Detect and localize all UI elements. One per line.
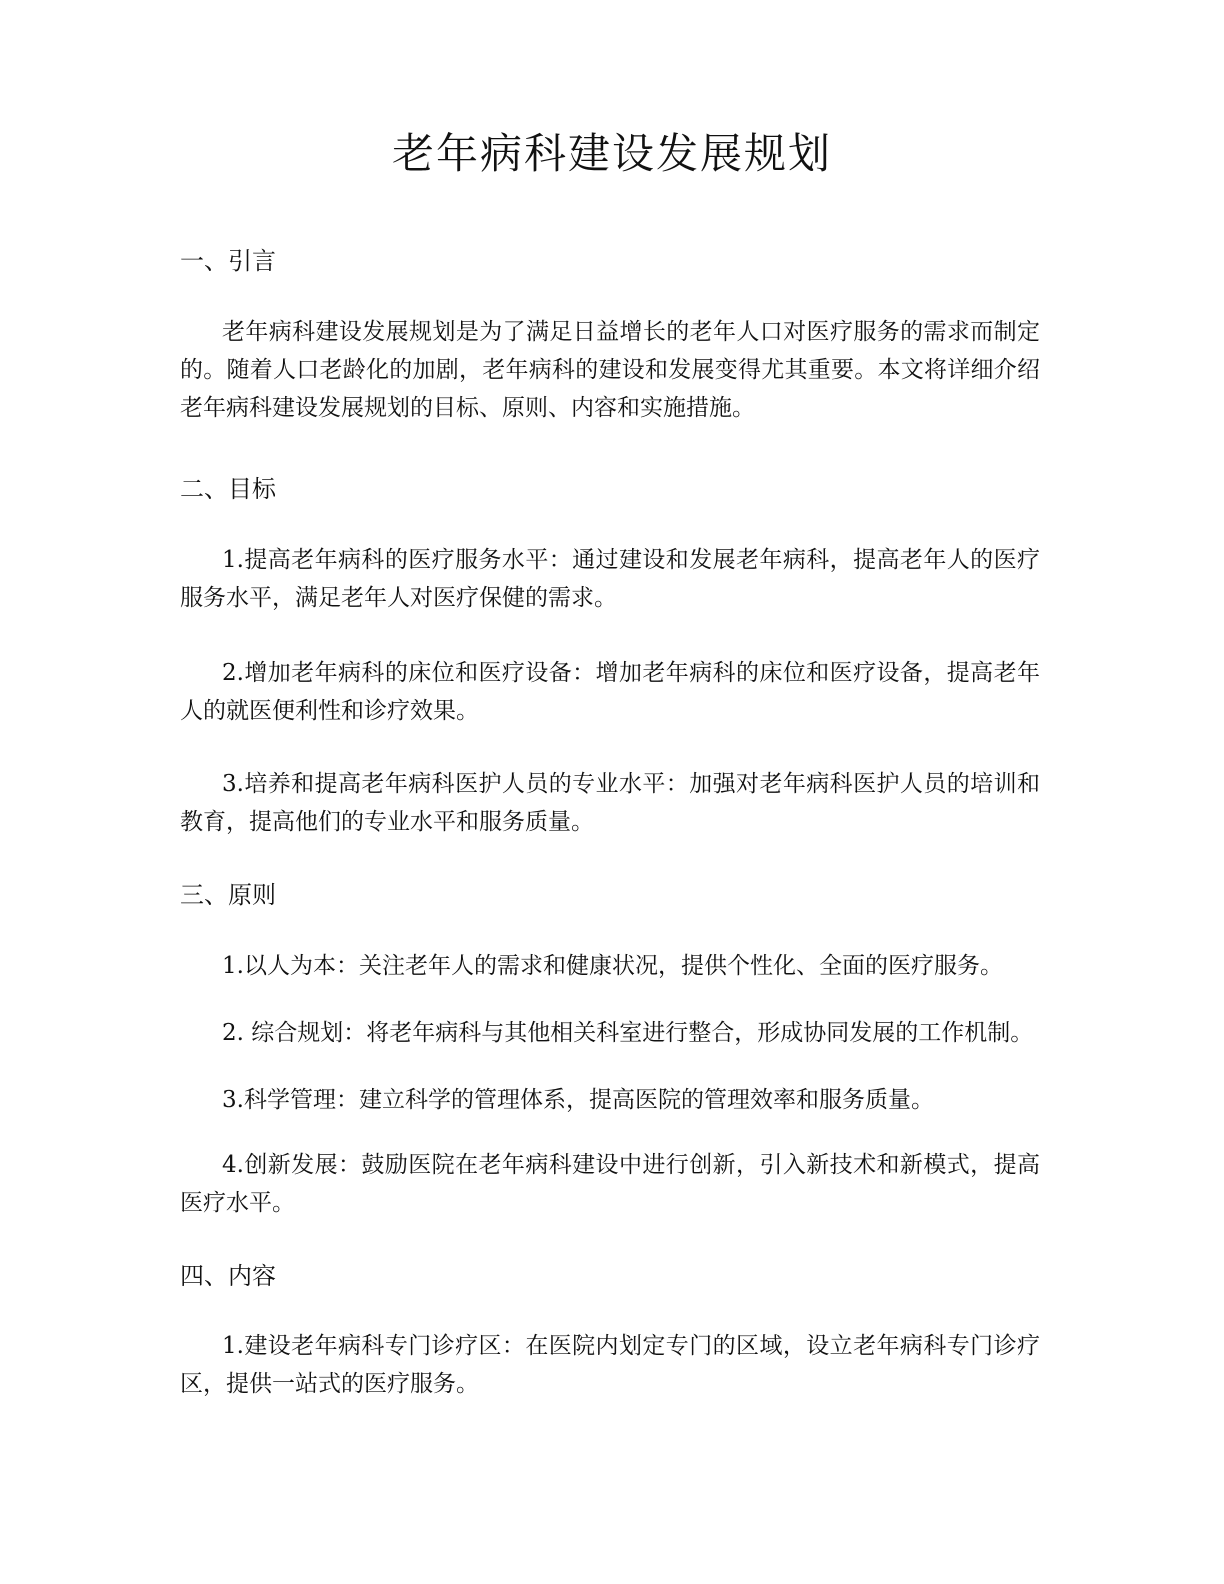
paragraph-principle-3: 3.科学管理：建立科学的管理体系，提高医院的管理效率和服务质量。 (222, 1087, 934, 1113)
section-heading-content: 四、内容 (180, 1262, 276, 1290)
paragraph-principle-2: 2. 综合规划：将老年病科与其他相关科室进行整合，形成协同发展的工作机制。 (222, 1020, 1034, 1046)
paragraph-goal-2: 2.增加老年病科的床位和医疗设备：增加老年病科的床位和医疗设备，提高老年人的就医便利性和诊疗效果。 (180, 660, 1040, 724)
paragraph-introduction: 老年病科建设发展规划是为了满足日益增长的老年人口对医疗服务的需求而制定的。随着人口老龄化的加剧，老年病科的建设和发展变得尤其重要。本文将详细介绍老年病科建设发展规划的目标、原则、内容和实施措施。 (180, 319, 1040, 421)
paragraph-principle-4: 4.创新发展：鼓励医院在老年病科建设中进行创新，引入新技术和新模式，提高医疗水平。 (180, 1152, 1040, 1216)
paragraph-goal-3: 3.培养和提高老年病科医护人员的专业水平：加强对老年病科医护人员的培训和教育，提高他们的专业水平和服务质量。 (180, 771, 1040, 835)
paragraph-goal-1: 1.提高老年病科的医疗服务水平：通过建设和发展老年病科，提高老年人的医疗服务水平，满足老年人对医疗保健的需求。 (180, 547, 1040, 611)
section-heading-introduction: 一、引言 (180, 247, 276, 275)
section-heading-goals: 二、目标 (180, 475, 276, 503)
paragraph-content-1: 1.建设老年病科专门诊疗区：在医院内划定专门的区域，设立老年病科专门诊疗区，提供一站式的医疗服务。 (180, 1333, 1040, 1397)
paragraph-principle-1: 1.以人为本：关注老年人的需求和健康状况，提供个性化、全面的医疗服务。 (222, 953, 1003, 979)
section-heading-principles: 三、原则 (180, 881, 276, 909)
page-title: 老年病科建设发展规划 (391, 129, 832, 178)
